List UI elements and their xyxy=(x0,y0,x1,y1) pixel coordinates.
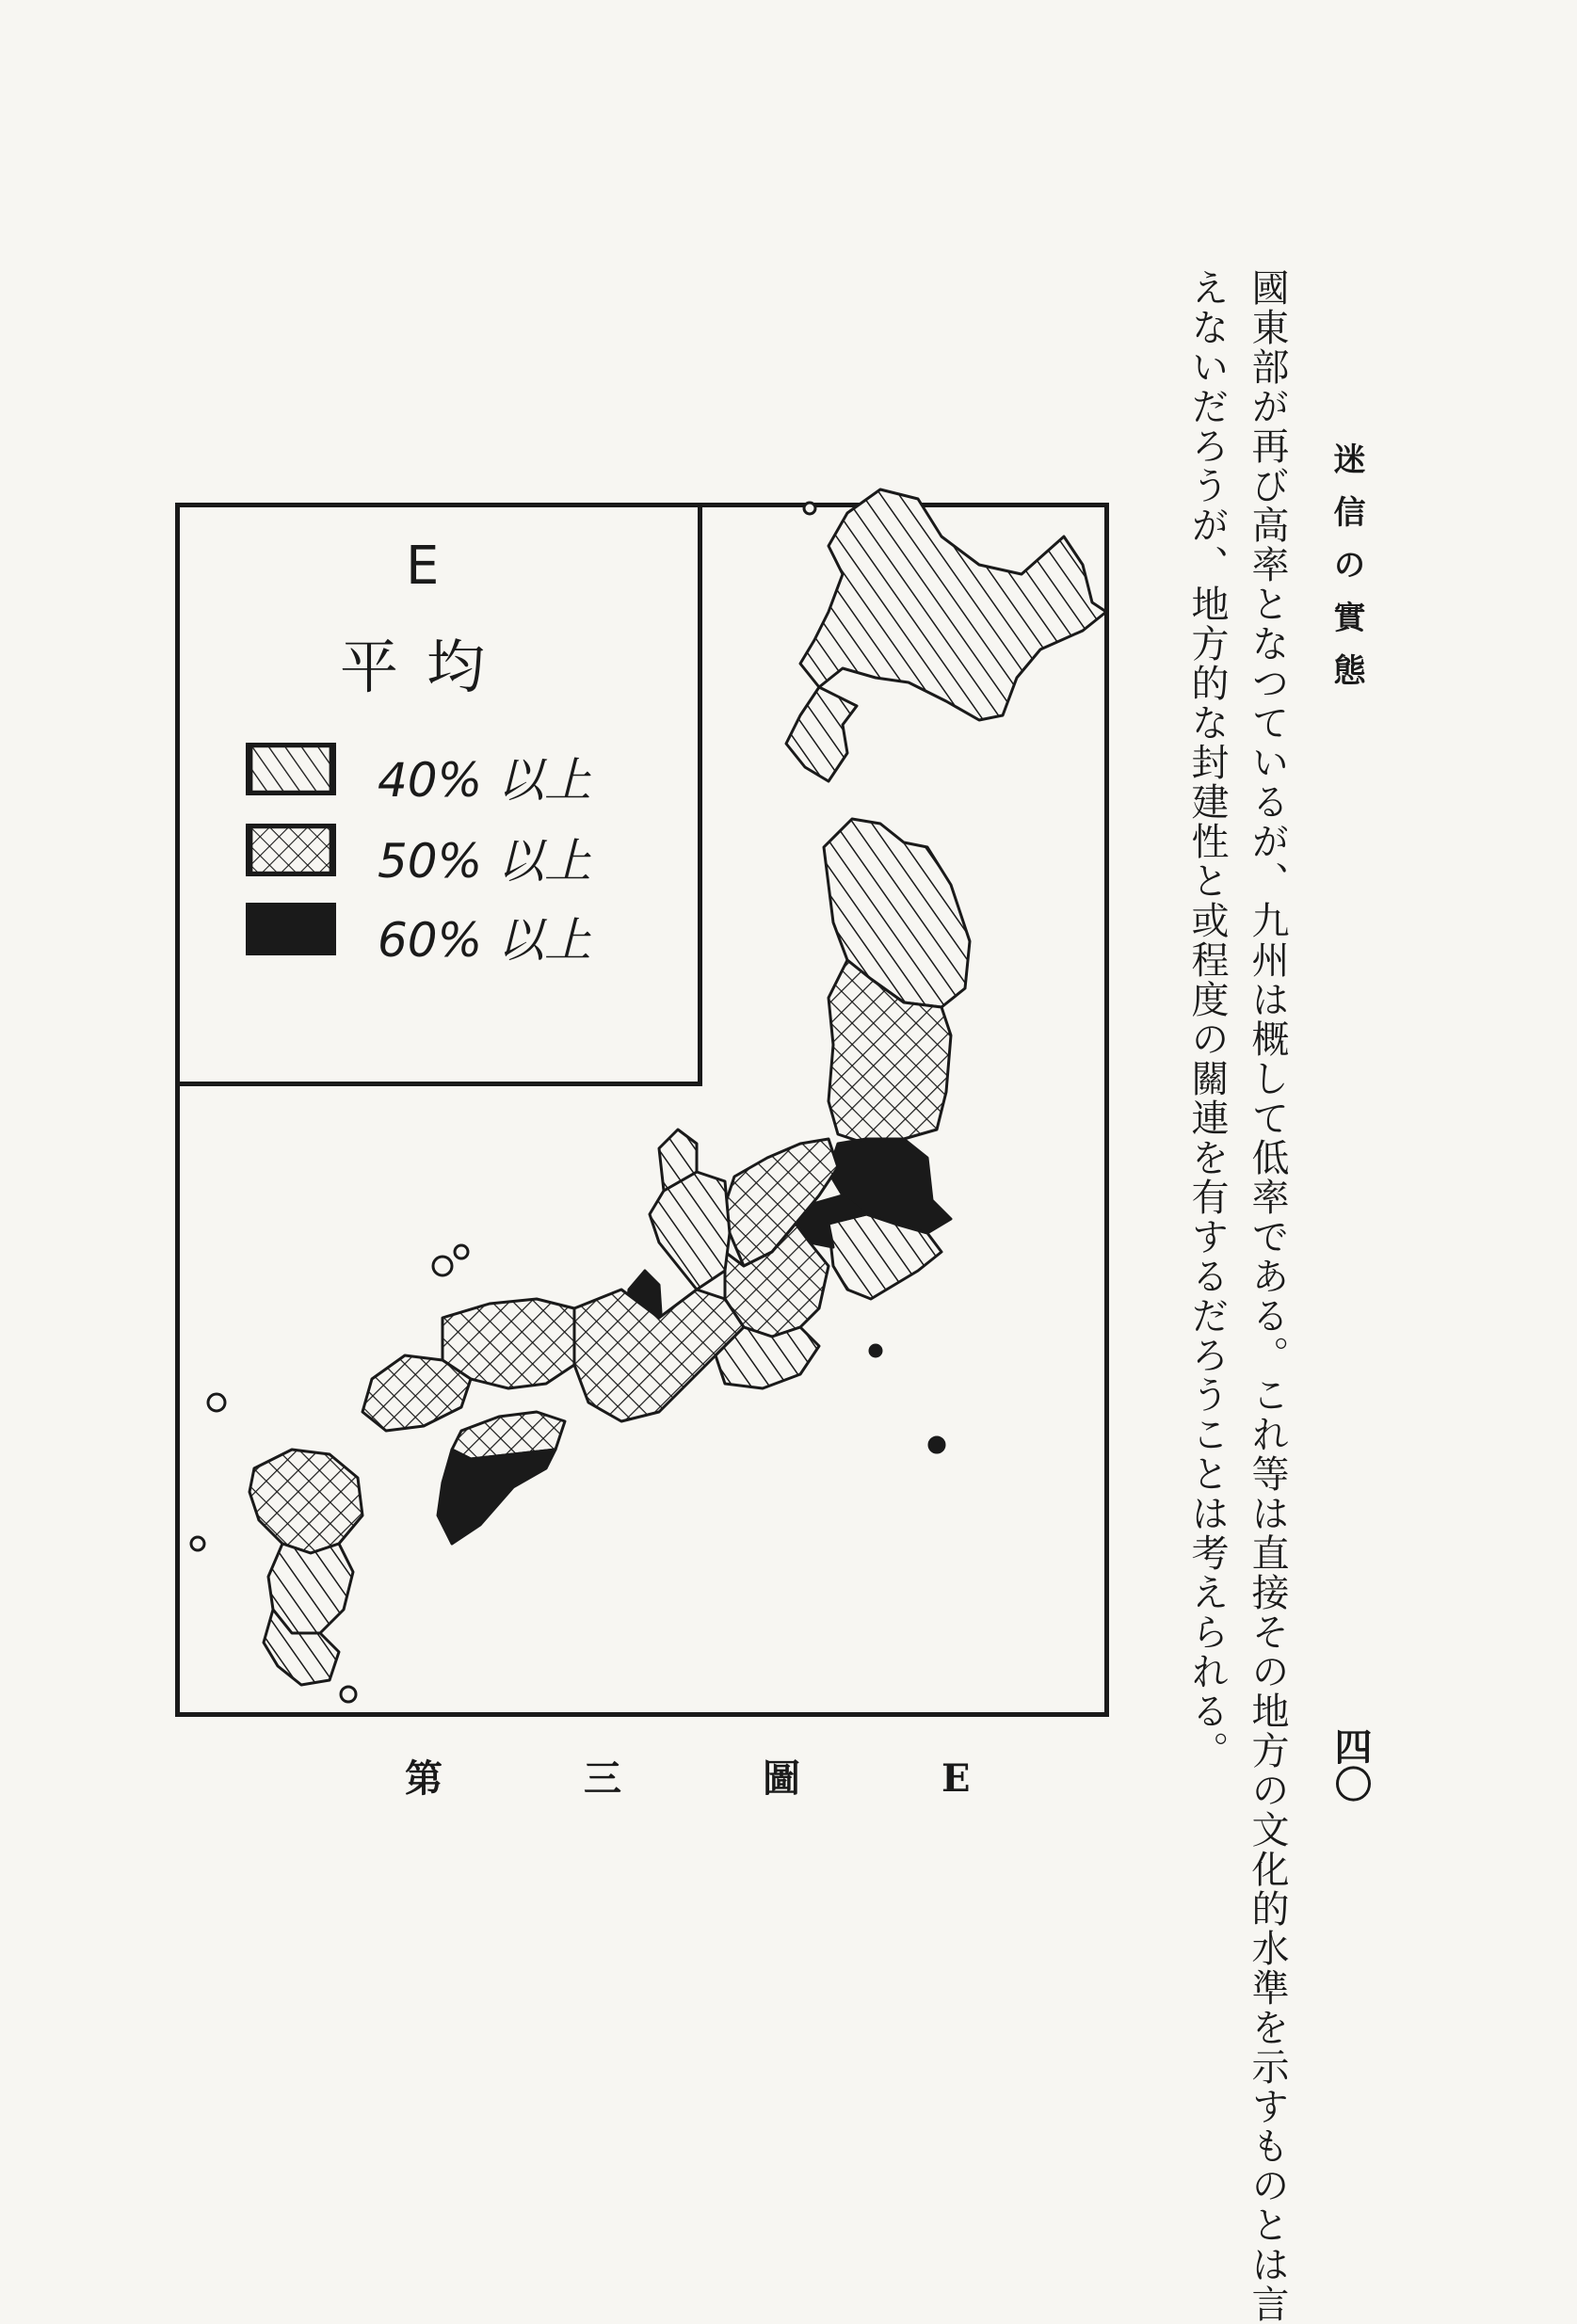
legend-letter: E xyxy=(406,536,440,597)
island xyxy=(929,1437,944,1452)
island xyxy=(455,1245,468,1258)
body-text-column: 國東部が再び高率となつているが、九州は概して低率である。これ等は直接その地方の文化的水準を示すものとは言 xyxy=(1246,268,1289,2324)
legend-label: 60% 以上 xyxy=(378,913,592,968)
page-number: 四〇 xyxy=(1328,1727,1373,1803)
island xyxy=(804,503,815,514)
region-hokuriku xyxy=(650,1172,730,1290)
island xyxy=(433,1257,452,1275)
legend xyxy=(175,503,702,1086)
region-kyushu-north xyxy=(249,1450,362,1553)
body-text-column: えないだろうが、地方的な封建性と或程度の關連を有するだろうことは考えられる。 xyxy=(1185,268,1229,1771)
island xyxy=(208,1394,225,1411)
solid-black-swatch xyxy=(246,903,336,955)
island xyxy=(191,1537,204,1550)
island xyxy=(341,1687,356,1702)
cross-hatch-swatch xyxy=(246,824,336,876)
legend-label: 40% 以上 xyxy=(378,753,592,808)
legend-label: 50% 以上 xyxy=(378,834,592,889)
figure-caption: 第三圖E xyxy=(405,1756,1112,1801)
region-oshima xyxy=(786,687,857,781)
legend-title: 平均 xyxy=(340,633,514,701)
running-head: 迷信の實態 xyxy=(1328,442,1365,706)
region-hokkaido xyxy=(800,489,1106,720)
island xyxy=(870,1345,881,1356)
region-chugoku-west xyxy=(362,1355,471,1431)
region-shikoku-south xyxy=(438,1450,555,1544)
diagonal-hatch-swatch xyxy=(246,743,336,795)
